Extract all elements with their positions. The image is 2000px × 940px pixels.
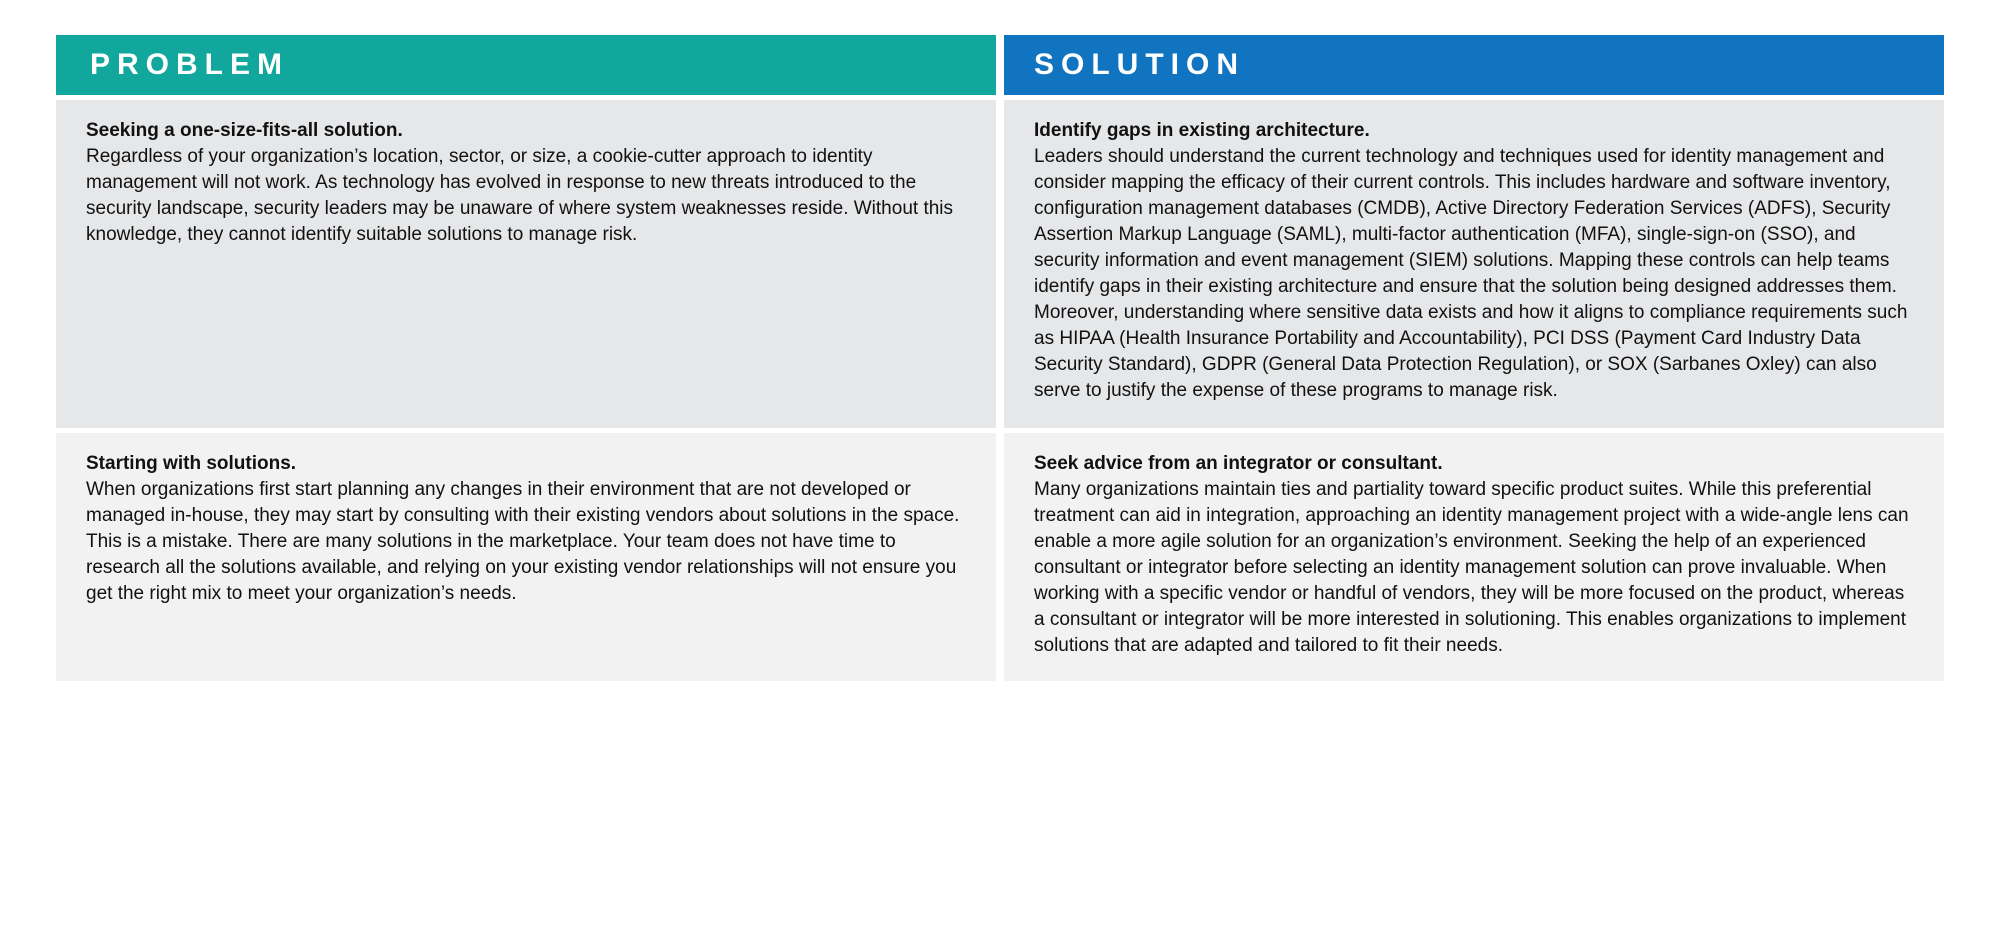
solution-body-1: Leaders should understand the current technology and techniques used for identity management and consider mapping the efficacy of their current controls. This includes hardware and software inventory, configuration management databases (CMDB), Active Directory Federation Services (ADFS), Security Assertion Markup Language (SAML), multi-factor authentication (MFA), single-sign-on (SSO), and security information and event management (SIEM) solutions. Mapping these controls can help teams identify gaps in their existing architecture and ensure that the solution being designed addresses them. Moreover, understanding where sensitive data exists and how it aligns to compliance requirements such as HIPAA (Health Insurance Portability and Accountability), PCI DSS (Payment Card Industry Data Security Standard), GDPR (General Data Protection Regulation), or SOX (Sarbanes Oxley) can also serve to justify the expense of these programs to manage risk.: [1034, 146, 1908, 401]
problem-body-2: When organizations first start planning any changes in their environment that are not developed or managed in-house, they may start by consulting with their existing vendors about solutions in the space. This is a mistake. There are many solutions in the marketplace. Your team does not have time to research all the solutions available, and relying on your existing vendor relationships will not ensure you get the right mix to meet your organization’s needs.: [86, 479, 960, 604]
solution-cell-2: [1004, 433, 1944, 681]
problem-solution-table: [56, 35, 1944, 681]
solution-header: SOLUTION: [1004, 35, 1944, 95]
problem-title-1: Seeking a one-size-fits-all solution.: [86, 120, 403, 141]
solution-title-2: Seek advice from an integrator or consultant.: [1034, 453, 1443, 474]
problem-body-1: Regardless of your organization’s location, sector, or size, a cookie-cutter approach to identity management will not work. As technology has evolved in response to new threats introduced to the security landscape, security leaders may be unaware of where system weaknesses reside. Without this knowledge, they cannot identify suitable solutions to manage risk.: [86, 146, 954, 245]
problem-title-2: Starting with solutions.: [86, 453, 297, 474]
problem-cell-1: [56, 100, 996, 428]
problem-cell-2: [56, 433, 996, 681]
solution-title-1: Identify gaps in existing architecture.: [1034, 120, 1370, 141]
problem-header: PROBLEM: [56, 35, 996, 95]
solution-cell-1: [1004, 100, 1944, 428]
solution-body-2: Many organizations maintain ties and partiality toward specific product suites. While this preferential treatment can aid in integration, approaching an identity management project with a wide-angle lens can enable a more agile solution for an organization’s environment. Seeking the help of an experienced consultant or integrator before selecting an identity management solution can prove invaluable. When working with a specific vendor or handful of vendors, they will be more focused on the product, whereas a consultant or integrator will be more interested in solutioning. This enables organizations to implement solutions that are adapted and tailored to fit their needs.: [1034, 479, 1909, 656]
